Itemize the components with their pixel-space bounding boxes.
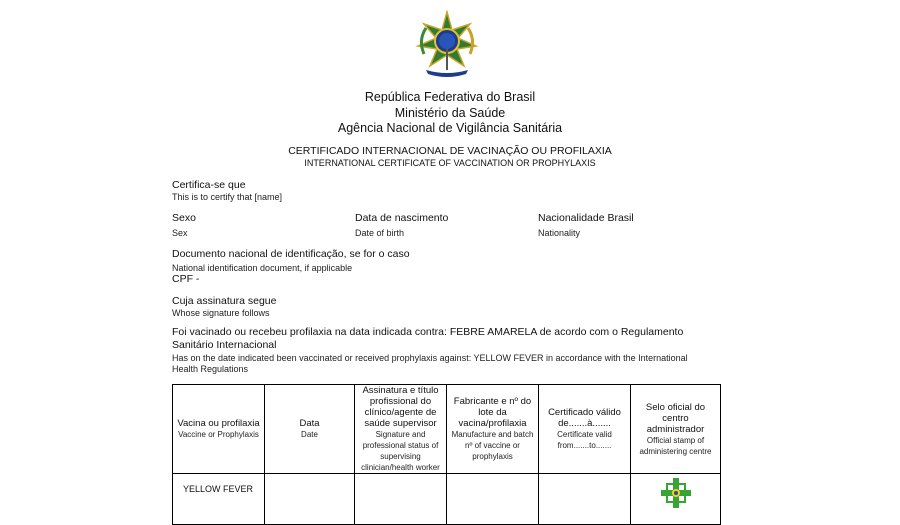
certify-label-en: This is to certify that [name] xyxy=(172,192,283,202)
table-header-cell xyxy=(355,385,447,474)
certify-label: Certifica-se que xyxy=(172,179,246,191)
id-document-label: Documento nacional de identificação, se for o caso xyxy=(172,248,410,260)
table-row xyxy=(173,474,721,525)
validity-cell xyxy=(539,474,631,525)
vaccination-table xyxy=(172,384,721,525)
table-header-cell xyxy=(265,385,355,474)
header-validity-en: Certificate valid from.......to....... xyxy=(557,430,612,450)
dob-label: Data de nascimento xyxy=(355,212,449,224)
header-validity-pt: Certificado válido de.......à....... xyxy=(548,407,621,429)
vaccinated-statement: Foi vacinado ou recebeu profilaxia na data indicada contra: FEBRE AMARELA de acordo com o Regulamento Sanitário Internacional xyxy=(172,326,684,351)
signature-label: Cuja assinatura segue xyxy=(172,295,277,307)
header-vaccine-pt: Vacina ou profilaxia xyxy=(177,418,260,429)
nationality-label: Nacionalidade Brasil xyxy=(538,212,634,224)
header-ministry: Ministério da Saúde xyxy=(394,106,506,120)
table-header-cell xyxy=(447,385,539,474)
header-manufacturer-pt: Fabricante e nº do lote da vacina/profilaxia xyxy=(453,396,532,429)
header-signature-pt: Assinatura e título profissional do clínico/agente de saúde supervisor xyxy=(362,385,439,429)
vaccinated-statement-en: Has on the date indicated been vaccinated or received prophylaxis against: YELLOW FEVER in accordance with the International Health Regulations xyxy=(172,353,688,374)
vaccine-name-cell: YELLOW FEVER xyxy=(173,474,265,525)
official-stamp-icon xyxy=(661,478,691,508)
header-manufacturer-en: Manufacture and batch nº of vaccine or prophylaxis xyxy=(451,430,534,461)
header-signature-en: Signature and professional status of supervising clinician/health worker xyxy=(361,430,440,472)
certificate-title-pt: CERTIFICADO INTERNACIONAL DE VACINAÇÃO OU PROFILAXIA xyxy=(288,145,612,157)
header-vaccine-en: Vaccine or Prophylaxis xyxy=(178,430,259,439)
header-date-en: Date xyxy=(301,430,318,439)
header-date-pt: Data xyxy=(299,418,320,429)
sex-label: Sexo xyxy=(172,212,196,224)
brazil-coat-of-arms-icon xyxy=(412,10,482,78)
cpf-label: CPF - xyxy=(172,273,200,285)
id-document-label-en: National identification document, if applicable xyxy=(172,263,353,273)
date-cell xyxy=(265,474,355,525)
stamp-cell xyxy=(631,474,721,525)
certificate-title-en: INTERNATIONAL CERTIFICATE OF VACCINATION OR PROPHYLAXIS xyxy=(304,158,596,168)
table-header-cell xyxy=(631,385,721,474)
manufacturer-cell xyxy=(447,474,539,525)
header-country: República Federativa do Brasil xyxy=(364,90,536,104)
nationality-label-en: Nationality xyxy=(538,228,581,238)
signature-label-en: Whose signature follows xyxy=(172,308,270,318)
signature-cell xyxy=(355,474,447,525)
sex-label-en: Sex xyxy=(172,228,188,238)
dob-label-en: Date of birth xyxy=(355,228,405,238)
header-stamp-en: Official stamp of administering centre xyxy=(639,435,712,456)
table-header-row xyxy=(173,385,721,474)
table-header-cell xyxy=(173,385,265,474)
header-stamp-pt: Selo oficial do centro administrador xyxy=(645,401,706,435)
table-header-cell xyxy=(539,385,631,474)
header-agency: Agência Nacional de Vigilância Sanitária xyxy=(337,121,563,135)
